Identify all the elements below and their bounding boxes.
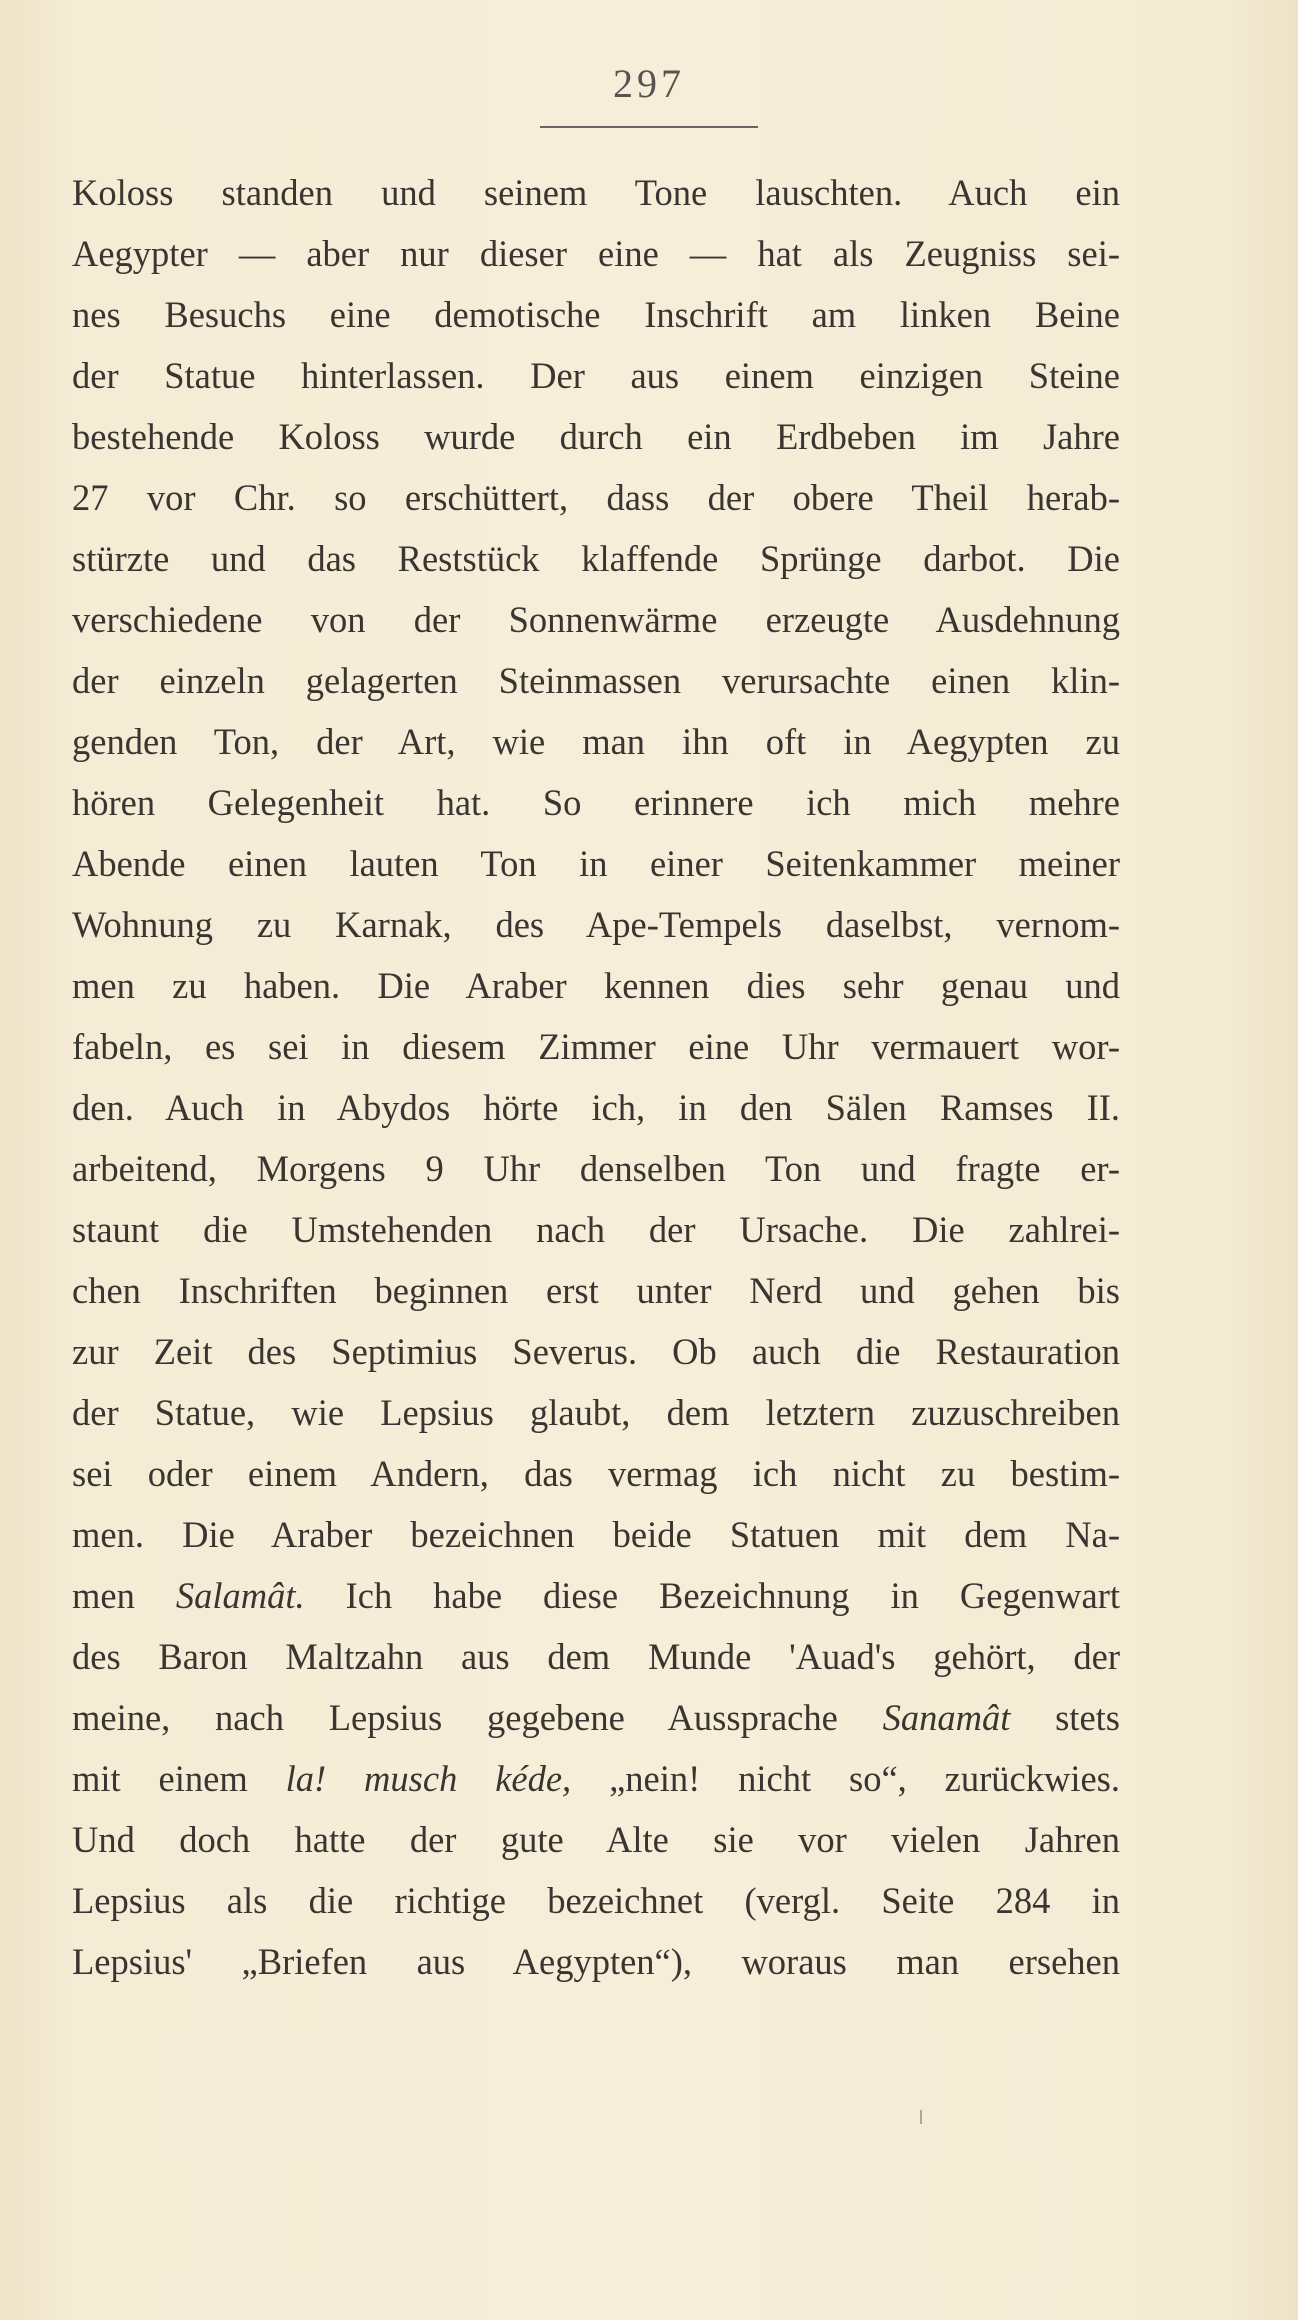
text-line-4: der Statue hinterlassen. Der aus einem einzigen Steine [72,355,1120,396]
text-line-16: den. Auch in Abydos hörte ich, in den Sälen Ramses II. [72,1087,1120,1128]
text-line-2: Aegypter — aber nur dieser eine — hat als Zeugniss sei- [72,233,1120,274]
text-line-3: nes Besuchs eine demotische Inschrift am linken Beine [72,294,1120,335]
text-segment: mit einem [72,1758,286,1799]
body-text [72,162,1120,1992]
text-line-9: der einzeln gelagerten Steinmassen verursachte einen klin- [72,660,1120,701]
text-line-18: staunt die Umstehenden nach der Ursache. Die zahlrei- [72,1209,1120,1250]
text-segment: meine, nach Lepsius gegebene Aussprache [72,1697,883,1738]
text-line-29: Lepsius als die richtige bezeichnet (vergl. Seite 284 in [72,1880,1120,1921]
text-line-12: Abende einen lauten Ton in einer Seitenkammer meiner [72,843,1120,884]
page-number: 297 [613,61,685,106]
text-line-10: genden Ton, der Art, wie man ihn oft in Aegypten zu [72,721,1120,762]
text-line-21: der Statue, wie Lepsius glaubt, dem letztern zuzuschreiben [72,1392,1120,1433]
text-line-24 [72,1565,1120,1626]
header-rule [540,126,758,128]
text-line-23: men. Die Araber bezeichnen beide Statuen mit dem Na- [72,1514,1120,1555]
text-line-27 [72,1748,1120,1809]
text-segment: stets [1010,1697,1120,1738]
text-line-5: bestehende Koloss wurde durch ein Erdbeben im Jahre [72,416,1120,457]
text-line-7: stürzte und das Reststück klaffende Sprünge darbot. Die [72,538,1120,579]
text-line-28: Und doch hatte der gute Alte sie vor vielen Jahren [72,1819,1120,1860]
text-line-19: chen Inschriften beginnen erst unter Nerd und gehen bis [72,1270,1120,1311]
italic-term: la! musch kéde, [285,1758,572,1799]
text-line-14: men zu haben. Die Araber kennen dies sehr genau und [72,965,1120,1006]
text-line-13: Wohnung zu Karnak, des Ape-Tempels daselbst, vernom- [72,904,1120,945]
text-line-26 [72,1687,1120,1748]
text-line-22: sei oder einem Andern, das vermag ich nicht zu bestim- [72,1453,1120,1494]
text-line-11: hören Gelegenheit hat. So erinnere ich mich mehre [72,782,1120,823]
text-segment: men [72,1575,176,1616]
italic-term: Sanamât [882,1697,1011,1738]
paper-speck [920,2110,922,2124]
text-line-25: des Baron Maltzahn aus dem Munde 'Auad's gehört, der [72,1636,1120,1677]
text-segment: Ich habe diese Bezeichnung in Gegenwart [304,1575,1120,1616]
text-line-17: arbeitend, Morgens 9 Uhr denselben Ton und fragte er- [72,1148,1120,1189]
text-line-15: fabeln, es sei in diesem Zimmer eine Uhr vermauert wor- [72,1026,1120,1067]
text-line-6: 27 vor Chr. so erschüttert, dass der obere Theil herab- [72,477,1120,518]
text-segment: „nein! nicht so“, zurückwies. [571,1758,1120,1799]
text-line-30: Lepsius' „Briefen aus Aegypten“), woraus man ersehen [72,1941,1120,1982]
text-line-1: Koloss standen und seinem Tone lauschten. Auch ein [72,172,1120,213]
text-line-8: verschiedene von der Sonnenwärme erzeugte Ausdehnung [72,599,1120,640]
italic-term: Salamât. [175,1575,305,1616]
text-line-20: zur Zeit des Septimius Severus. Ob auch die Restauration [72,1331,1120,1372]
